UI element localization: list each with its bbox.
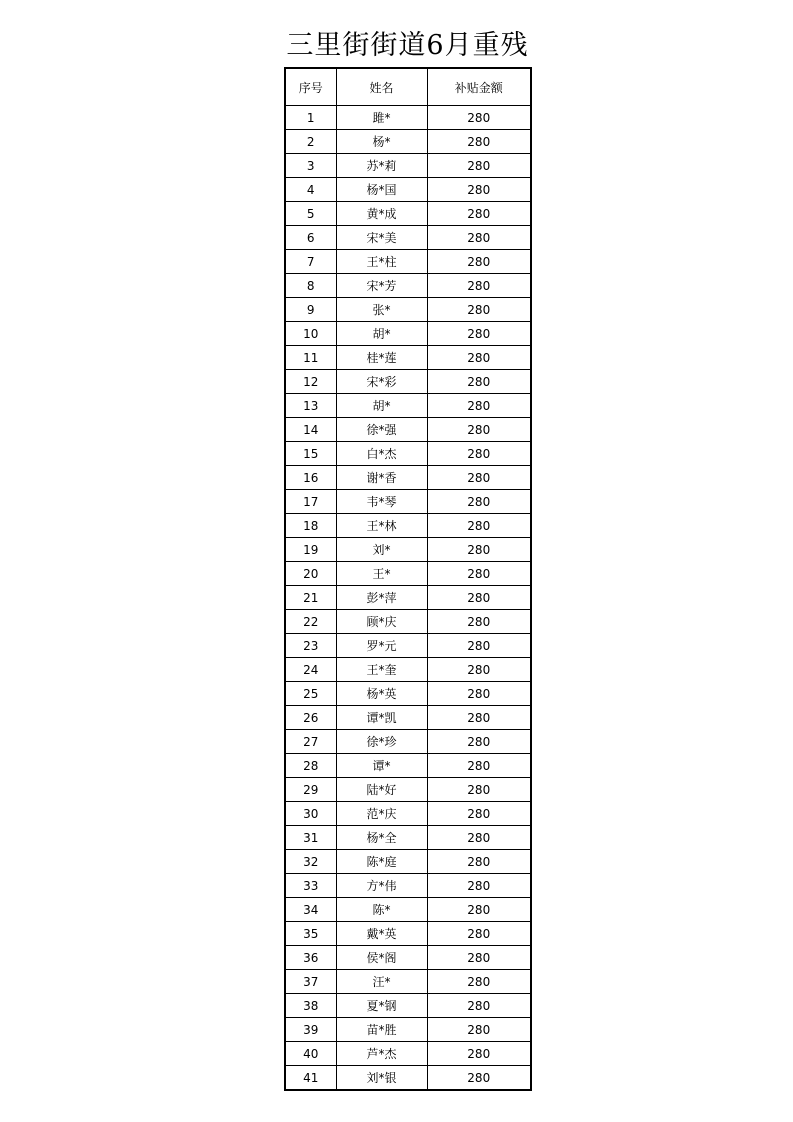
index-cell: 28 (285, 754, 336, 778)
index-cell: 10 (285, 322, 336, 346)
page-title: 三里街街道6月重残 (286, 30, 529, 61)
amount-cell: 280 (427, 874, 531, 898)
amount-cell: 280 (427, 898, 531, 922)
table-row (285, 682, 531, 706)
amount-cell: 280 (427, 322, 531, 346)
index-cell: 33 (285, 874, 336, 898)
index-cell: 13 (285, 394, 336, 418)
name-cell: 胡* (336, 394, 427, 418)
name-cell: 刘* (336, 538, 427, 562)
name-cell: 杨*全 (336, 826, 427, 850)
index-cell: 15 (285, 442, 336, 466)
table-row (285, 778, 531, 802)
amount-cell: 280 (427, 754, 531, 778)
index-cell: 17 (285, 490, 336, 514)
table-row (285, 490, 531, 514)
index-cell: 41 (285, 1066, 336, 1091)
table-row (285, 970, 531, 994)
column-header-amount: 补贴金额 (427, 68, 531, 106)
name-cell: 苏*莉 (336, 154, 427, 178)
amount-cell: 280 (427, 178, 531, 202)
name-cell: 徐*珍 (336, 730, 427, 754)
amount-cell: 280 (427, 1042, 531, 1066)
amount-cell: 280 (427, 202, 531, 226)
table-row (285, 250, 531, 274)
amount-cell: 280 (427, 706, 531, 730)
name-cell: 桂*莲 (336, 346, 427, 370)
index-cell: 20 (285, 562, 336, 586)
table-row (285, 754, 531, 778)
table-row (285, 298, 531, 322)
table-row (285, 178, 531, 202)
table-row (285, 274, 531, 298)
name-cell: 胡* (336, 322, 427, 346)
index-cell: 1 (285, 106, 336, 130)
name-cell: 谢*香 (336, 466, 427, 490)
index-cell: 12 (285, 370, 336, 394)
name-cell: 陈* (336, 898, 427, 922)
amount-cell: 280 (427, 466, 531, 490)
name-cell: 宋*芳 (336, 274, 427, 298)
amount-cell: 280 (427, 922, 531, 946)
name-cell: 罗*元 (336, 634, 427, 658)
amount-cell: 280 (427, 514, 531, 538)
amount-cell: 280 (427, 946, 531, 970)
index-cell: 21 (285, 586, 336, 610)
amount-cell: 280 (427, 346, 531, 370)
index-cell: 5 (285, 202, 336, 226)
name-cell: 夏*钢 (336, 994, 427, 1018)
table-row (285, 658, 531, 682)
table-row (285, 466, 531, 490)
index-cell: 9 (285, 298, 336, 322)
index-cell: 31 (285, 826, 336, 850)
table-row (285, 730, 531, 754)
name-cell: 王*林 (336, 514, 427, 538)
amount-cell: 280 (427, 1018, 531, 1042)
table-header (285, 68, 531, 106)
amount-cell: 280 (427, 682, 531, 706)
column-header-name: 姓名 (336, 68, 427, 106)
amount-cell: 280 (427, 226, 531, 250)
table-row (285, 322, 531, 346)
index-cell: 23 (285, 634, 336, 658)
table-row (285, 850, 531, 874)
index-cell: 3 (285, 154, 336, 178)
name-cell: 白*杰 (336, 442, 427, 466)
table-row (285, 514, 531, 538)
amount-cell: 280 (427, 394, 531, 418)
name-cell: 苗*胜 (336, 1018, 427, 1042)
name-cell: 谭*凯 (336, 706, 427, 730)
table-row (285, 130, 531, 154)
amount-cell: 280 (427, 730, 531, 754)
amount-cell: 280 (427, 802, 531, 826)
amount-cell: 280 (427, 442, 531, 466)
index-cell: 8 (285, 274, 336, 298)
amount-cell: 280 (427, 994, 531, 1018)
table-row (285, 1042, 531, 1066)
amount-cell: 280 (427, 970, 531, 994)
name-cell: 宋*美 (336, 226, 427, 250)
name-cell: 韦*琴 (336, 490, 427, 514)
table-row (285, 346, 531, 370)
amount-cell: 280 (427, 778, 531, 802)
table-row (285, 394, 531, 418)
index-cell: 38 (285, 994, 336, 1018)
amount-cell: 280 (427, 250, 531, 274)
index-cell: 36 (285, 946, 336, 970)
index-cell: 16 (285, 466, 336, 490)
name-cell: 顾*庆 (336, 610, 427, 634)
amount-cell: 280 (427, 298, 531, 322)
table-row (285, 898, 531, 922)
name-cell: 宋*彩 (336, 370, 427, 394)
table-row (285, 586, 531, 610)
table-row (285, 874, 531, 898)
amount-cell: 280 (427, 418, 531, 442)
name-cell: 彭*萍 (336, 586, 427, 610)
index-cell: 40 (285, 1042, 336, 1066)
table-row (285, 538, 531, 562)
table-row (285, 946, 531, 970)
amount-cell: 280 (427, 538, 531, 562)
index-cell: 34 (285, 898, 336, 922)
amount-cell: 280 (427, 274, 531, 298)
index-cell: 7 (285, 250, 336, 274)
table-row (285, 826, 531, 850)
name-cell: 张* (336, 298, 427, 322)
index-cell: 30 (285, 802, 336, 826)
name-cell: 王* (336, 562, 427, 586)
amount-cell: 280 (427, 490, 531, 514)
index-cell: 37 (285, 970, 336, 994)
amount-cell: 280 (427, 154, 531, 178)
name-cell: 芦*杰 (336, 1042, 427, 1066)
name-cell: 刘*银 (336, 1066, 427, 1091)
name-cell: 陆*好 (336, 778, 427, 802)
amount-cell: 280 (427, 106, 531, 130)
name-cell: 汪* (336, 970, 427, 994)
table-row (285, 634, 531, 658)
index-cell: 39 (285, 1018, 336, 1042)
table-row (285, 562, 531, 586)
column-header-index: 序号 (285, 68, 336, 106)
amount-cell: 280 (427, 370, 531, 394)
name-cell: 范*庆 (336, 802, 427, 826)
table-row (285, 802, 531, 826)
name-cell: 雎* (336, 106, 427, 130)
index-cell: 25 (285, 682, 336, 706)
table-row (285, 370, 531, 394)
name-cell: 陈*庭 (336, 850, 427, 874)
amount-cell: 280 (427, 586, 531, 610)
amount-cell: 280 (427, 850, 531, 874)
table-row (285, 1018, 531, 1042)
table-row (285, 706, 531, 730)
index-cell: 27 (285, 730, 336, 754)
index-cell: 11 (285, 346, 336, 370)
name-cell: 侯*阁 (336, 946, 427, 970)
amount-cell: 280 (427, 1066, 531, 1091)
table-row (285, 226, 531, 250)
subsidy-table (284, 67, 532, 1091)
name-cell: 戴*英 (336, 922, 427, 946)
header-row (285, 68, 531, 106)
amount-cell: 280 (427, 634, 531, 658)
name-cell: 杨* (336, 130, 427, 154)
index-cell: 19 (285, 538, 336, 562)
name-cell: 杨*英 (336, 682, 427, 706)
table-row (285, 442, 531, 466)
name-cell: 王*奎 (336, 658, 427, 682)
index-cell: 2 (285, 130, 336, 154)
name-cell: 杨*国 (336, 178, 427, 202)
name-cell: 徐*强 (336, 418, 427, 442)
index-cell: 35 (285, 922, 336, 946)
table-row (285, 994, 531, 1018)
index-cell: 6 (285, 226, 336, 250)
index-cell: 29 (285, 778, 336, 802)
table-row (285, 418, 531, 442)
amount-cell: 280 (427, 658, 531, 682)
table-row (285, 922, 531, 946)
table-row (285, 154, 531, 178)
table-row (285, 106, 531, 130)
amount-cell: 280 (427, 610, 531, 634)
index-cell: 26 (285, 706, 336, 730)
amount-cell: 280 (427, 562, 531, 586)
table-body (285, 106, 531, 1091)
amount-cell: 280 (427, 826, 531, 850)
index-cell: 4 (285, 178, 336, 202)
index-cell: 14 (285, 418, 336, 442)
index-cell: 32 (285, 850, 336, 874)
name-cell: 王*柱 (336, 250, 427, 274)
table-row (285, 610, 531, 634)
name-cell: 谭* (336, 754, 427, 778)
index-cell: 24 (285, 658, 336, 682)
name-cell: 黄*成 (336, 202, 427, 226)
table-row (285, 1066, 531, 1091)
amount-cell: 280 (427, 130, 531, 154)
index-cell: 18 (285, 514, 336, 538)
table-row (285, 202, 531, 226)
index-cell: 22 (285, 610, 336, 634)
name-cell: 方*伟 (336, 874, 427, 898)
